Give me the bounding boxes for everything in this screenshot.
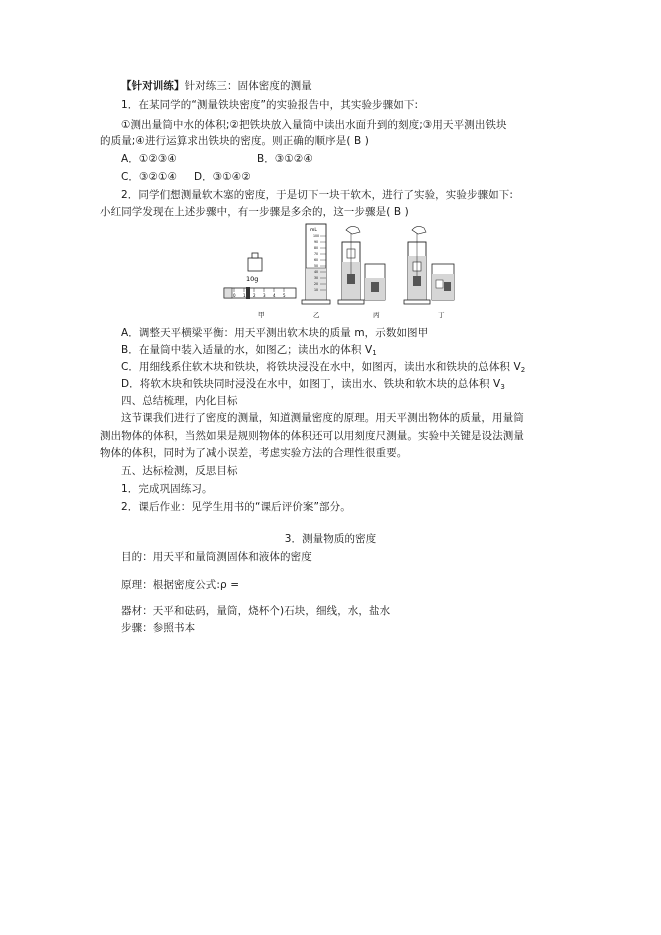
section-heading-bracket: 【针对训练】	[121, 80, 185, 92]
scale-mark-5: 5	[283, 293, 286, 298]
cyl-tick-10: 10	[314, 288, 319, 292]
q2-option-c-text: C．用细线系住软木块和铁块，将铁块浸没在水中，如图丙，读出水和铁块的总体积 V	[121, 361, 521, 373]
q1-steps-line: ①测出量筒中水的体积;②把铁块放入量筒中读出水面升到的刻度;③用天平测出铁块	[121, 119, 507, 131]
q2-option-c	[121, 360, 525, 377]
summary-paragraph-line-1: 这节课我们进行了密度的测量，知道测量密度的原理。用天平测出物体的质量，用量筒	[121, 412, 524, 424]
check-item-1: 1．完成巩固练习。	[121, 483, 213, 495]
cyl-tick-30: 30	[314, 276, 319, 280]
q2-option-b-subscript: 1	[372, 349, 377, 357]
q2-option-d	[121, 377, 505, 394]
weight-label: 10g	[246, 275, 259, 283]
section-heading	[121, 79, 312, 93]
check-heading: 五、达标检测，反思目标	[121, 465, 238, 477]
q1-option-b: B．③①②④	[257, 153, 313, 165]
figure-ding-cylinder	[404, 226, 454, 319]
lesson-principle: 原理：根据密度公式:ρ =	[121, 579, 240, 591]
scale-mark-3: 3	[263, 293, 266, 298]
q2-option-b-text: B．在量筒中装入适量的水，如图乙；读出水的体积 V	[121, 344, 373, 356]
label-yi: 乙	[313, 311, 320, 319]
q2-option-a: A．调整天平横梁平衡：用天平测出软木块的质量 m，示数如图甲	[121, 327, 429, 339]
figure-yi-cylinder	[302, 224, 330, 319]
q2-option-d-subscript: 3	[500, 383, 505, 391]
cyl-tick-50: 50	[314, 264, 319, 268]
scale-mark-4: 4	[273, 293, 276, 298]
cyl-tick-70: 70	[314, 252, 319, 256]
q2-option-c-subscript: 2	[520, 366, 526, 374]
summary-heading: 四、总结梳理，内化目标	[121, 395, 238, 407]
label-jia: 甲	[258, 311, 265, 319]
q1-option-a: A．①②③④	[121, 153, 177, 165]
q1-option-d: D．③①④②	[194, 171, 251, 183]
label-ding: 丁	[438, 311, 445, 319]
lesson-purpose: 目的：用天平和量筒测固体和液体的密度	[121, 551, 312, 563]
figure-bing-cylinder	[338, 226, 385, 319]
cylinder-unit: mL	[310, 228, 317, 233]
cyl-tick-80: 80	[314, 246, 319, 250]
lesson-title: 3．测量物质的密度	[284, 533, 377, 545]
scale-mark-2: 2	[253, 293, 256, 298]
figure-jia-balance	[224, 253, 296, 319]
cyl-tick-40: 40	[314, 270, 319, 274]
q2-option-b	[121, 343, 377, 360]
cyl-tick-20: 20	[314, 282, 319, 286]
q1-stem: 1．在某同学的“测量铁块密度”的实验报告中，其实验步骤如下:	[121, 99, 419, 111]
summary-paragraph-line-2: 测出物体的体积，当然如果是规则物体的体积还可以用刻度尺测量。实验中关键是设法测量	[100, 430, 524, 442]
q2-question-line: 小红同学发现在上述步骤中，有一步骤是多余的，这一步骤是( B )	[100, 206, 409, 218]
check-item-2: 2．课后作业：见学生用书的“课后评价案”部分。	[121, 501, 351, 513]
experiment-figure-drawing	[222, 222, 462, 322]
cyl-tick-100: 100	[313, 234, 320, 238]
q1-option-c: C．③②①④	[121, 171, 178, 183]
q2-option-d-text: D．将软木块和铁块同时浸没在水中，如图丁，读出水、铁块和软木块的总体积 V	[121, 378, 501, 390]
lesson-equipment: 器材：天平和砝码，量筒，烧杯个)石块，细线，水，盐水	[121, 605, 391, 617]
q1-question-line: 的质量;④进行运算求出铁块的密度。则正确的顺序是( B )	[100, 135, 369, 147]
scale-mark-1: 1	[243, 293, 246, 298]
q2-stem: 2．同学们想测量软木塞的密度，于是切下一块干软木，进行了实验，实验步骤如下:	[121, 189, 514, 201]
scale-mark-0: 0	[233, 293, 236, 298]
lesson-steps: 步骤：参照书本	[121, 622, 196, 634]
cyl-tick-90: 90	[314, 240, 319, 244]
cyl-tick-60: 60	[314, 258, 319, 262]
experiment-figure	[222, 222, 462, 322]
section-heading-title: 针对练三：固体密度的测量	[184, 80, 312, 92]
label-bing: 丙	[373, 311, 380, 319]
summary-paragraph-line-3: 物体的体积，同时为了减小误差，考虑实验方法的合理性很重要。	[100, 447, 408, 459]
